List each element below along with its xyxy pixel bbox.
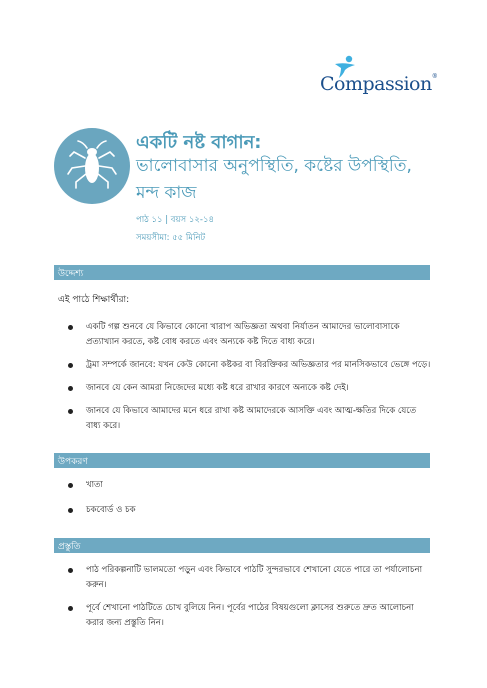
materials-list — [66, 478, 432, 518]
bullet-icon — [68, 409, 73, 414]
list-item: পূর্বে শেখানো পাঠটিতে চোখ বুলিয়ে নিন। পূর্বের পাঠের বিষয়গুলো ক্লাসের শুরুতে দ্রুত আলোচনা করার জন্য প্রস্তুতি নিন। — [66, 601, 432, 631]
section-heading-purpose: উদ্দেশ্য — [54, 265, 430, 280]
bullet-icon — [68, 483, 73, 488]
list-item: পাঠ পরিকল্পনাটি ভালমতো পড়ুন এবং কিভাবে পাঠটি সুন্দরভাবে শেখানো যেতে পারে তা পর্যালোচনা করুন। — [66, 563, 432, 593]
section-heading-materials: উপকরণ — [54, 453, 430, 468]
list-item: জানবে যে কেন আমরা নিজেদের মধ্যে কষ্ট ধরে রাখার কারণে অন্যকে কষ্ট দেই। — [66, 381, 432, 396]
list-item: চকবোর্ড ও চক — [66, 503, 432, 518]
purpose-list — [66, 320, 432, 434]
logo-text: Compassion® — [320, 73, 438, 95]
lesson-duration: সময়সীমা: ৫৫ মিনিট — [136, 233, 206, 243]
section-heading-preparation: প্রস্তুতি — [54, 538, 430, 553]
list-item: ট্রমা সম্পর্কে জানবে: যখন কেউ কোনো কষ্টকর বা বিরক্তিকর অভিজ্ঞতার পর মানসিকভাবে ভেঙ্গে পড়ে। — [66, 358, 432, 373]
bullet-icon — [68, 508, 73, 513]
lesson-subtitle: ভালোবাসার অনুপস্থিতি, কষ্টের উপস্থিতি, মন্দ কাজ — [136, 156, 412, 203]
insect-icon — [54, 128, 130, 204]
bullet-icon — [68, 363, 73, 368]
compassion-logo — [320, 55, 440, 100]
lesson-number-age: পাঠ ১১ | বয়স ১২-১৪ — [136, 215, 214, 225]
list-item: খাতা — [66, 478, 432, 493]
bullet-icon — [68, 568, 73, 573]
list-item: জানবে যে কিভাবে আমাদের মনে ধরে রাখা কষ্ট আমাদেরকে আসক্তি এবং আত্ম-ক্ষতির দিকে যেতে বাধ্য করে। — [66, 404, 432, 434]
purpose-intro: এই পাঠে শিক্ষার্থীরা: — [58, 295, 130, 305]
bullet-icon — [68, 606, 73, 611]
bullet-icon — [68, 325, 73, 330]
list-item: একটি গল্প শুনবে যে কিভাবে কোনো খারাপ অভিজ্ঞতা অথবা নির্যাতন আমাদের ভালোবাসাকে প্রত্যাখ্যান করতে, কষ্ট বোধ করতে এবং অন্যকে কষ্ট দিতে বাধ্য করে। — [66, 320, 432, 350]
preparation-list — [66, 563, 432, 631]
bullet-icon — [68, 386, 73, 391]
lesson-icon-circle — [54, 128, 130, 204]
lesson-title: একটি নষ্ট বাগান: — [136, 132, 262, 153]
